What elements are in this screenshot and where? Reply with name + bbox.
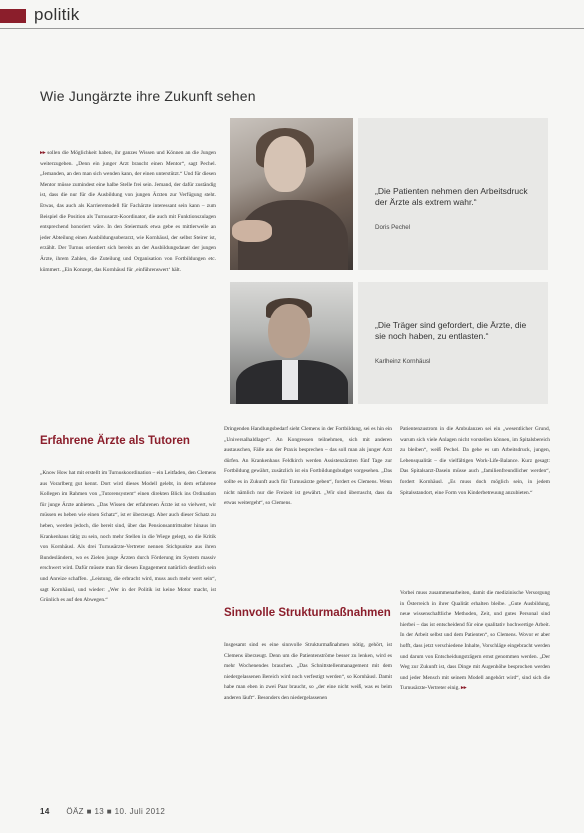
page-footer <box>40 807 165 816</box>
col3-b-text: Vorbei muss zusammenarbeiten, damit die medizinische Versorgung in Österreich in ihrer Qualität erhalten bleibe. „Gute Ausbildung, neue wissenschaftliche Methoden, Zeit, und gutes Personal sind hierbei – das ist entscheidend für eine qualitativ hochwertige Arbeit. In der Arbeit selbst und dem Patienten“, so Clemens. Wovor er aber hofft, dass jetzt verschiedene Inhalte, Vorschläge eingebracht werden und darum von Entscheidungsträgern ernst genommen werden. „Der Weg zur Zukunft ist, dass Dinge mit Augenhöhe besprochen werden und jeder Mensch mit seinem Modell angehört wird“, sind sich die Turnusärzte-Vertreter einig. <box>400 590 550 692</box>
column-1-bottom <box>40 468 216 794</box>
subhead-strukturmassnahmen: Sinnvolle Strukturmaßnahmen <box>224 607 391 619</box>
quote-1-author: Doris Pechel <box>375 224 411 231</box>
photo-doris-pechel <box>230 118 353 270</box>
end-mark-icon: ▸▸ <box>459 685 467 692</box>
column-2-bottom <box>224 640 392 792</box>
col1-bottom-text: „Know How hat mit erstellt im Turnuskoordination – ein Leitfaden, den Clemens aus Vorarlberg gut kennt. Dort wird dieses Modell gelebt, in dem erfahrene Kollegen im Rahmen von „Tutorensystem“ einen direkten Blick ins Ordination für junge Ärzte anbieten. „Das Wissen der erfahrenen Ärzte ist so vielwert, wir müssen es heben wie einen Schatz“, ist er überzeugt. Aber auch dieser Schatz zu heben, werden jedoch, die bereit sind, über das Pensionsantrittsalter hinaus im Krankenhaus tätig zu sein, noch mehr Stellen in die Wiege gelegt, so die Kritik von Kornhäusl. Als drei Turnusärzte-Vertreter nennen Stichpunkte aus ihren Bundesländern, wo es Zielen junge Ärzten durch Förderung im System massiv erschwert wird. Dafür müsste man für diesen Engagement natürlich deutlich sein und Anreize schaffen. „Leistung, die erbracht wird, muss auch mehr wert sein“, sagt Kornhäusl, und wieder: „Wer in der Politik ist keine Motor macht, ist Grünlich es auf den Abwegen.“ <box>40 470 216 604</box>
column-2-top <box>224 424 392 590</box>
start-mark-icon: ▸▸ <box>40 150 48 156</box>
section-label: politik <box>34 5 80 24</box>
section-color-block <box>0 9 26 23</box>
quote-2-author: Karlheinz Kornhäusl <box>375 358 431 365</box>
article-headline: Wie Jungärzte ihre Zukunft sehen <box>40 88 256 104</box>
quote-box-2 <box>358 282 548 404</box>
page-number: 14 <box>40 807 50 816</box>
quote-2-text: „Die Träger sind gefordert, die Ärzte, die sie noch haben, zu entlasten.“ <box>375 320 527 341</box>
column-1-top <box>40 148 216 426</box>
col2-top-text: Dringenden Handlungsbedarf sieht Clemens in der Fortbildung, sei es hin ein „Universalhaldlager“. An Kongressen teilnehmen, sich mit anderen austauschen, Fälle aus der Praxis besprechen – das soll man als junger Arzt dürfen. An Krankenhaus Feldkirch werden Assistenzärzten fünf Tage zur Fortbildung gewährt, zusätzlich ist ein Fortbildungsbudget vorgesehen. „Das sollte es in Zukunft auch für Turnusärzte geben“, fordert es Clemens. Wenn nicht nämlich nur die Freizeit ist gewährt. „Wir sind überrascht, dass da etwas weitergeht“, so Clemens. <box>224 426 392 507</box>
subhead-tutoren: Erfahrene Ärzte als Tutoren <box>40 435 190 447</box>
col1-top-text: sollen die Möglichkeit haben, ihr ganzes Wissen und Können an die Jungen weiterzugeben. „Denn ein junger Arzt braucht einen Mentor“, sagt Pechel. „Jemanden, an den man sich wenden kann, der einen unterstützt.“ Und für diesen Mentor müsse zumindest eine halbe Stelle frei sein. Jemand, der dafür zuständig ist, dass die nur für die Ausbildung von jungen Ärzten zur Verfügung steht. Etwas, das auch als Karrieremodell für Fachärzte interessant sein kann – zum Beispiel die Position als Turnusarzt-Koordinator, die auch mit Funktionszulagen entsprechend honoriert wäre. In den Steiermark etwa gebe es mittlerweile an jeder Abteilung einen Ausbildungsoberarzt, wie Kornhäusl, der selbst Steirer ist, erzählt. Der Turnus orientiert sich bereits an der Ausbildungsdauer der jungen Ärzte, ihrem Zahlen, die Zuteilung und Organisation von Fortbildungen etc. kümmert. „Ein Konzept, das Kornhäusl für ‚einführenswert‘ hält. <box>40 150 216 273</box>
quote-box-1 <box>358 118 548 270</box>
issue-info: ÖÄZ ■ 13 ■ 10. Juli 2012 <box>66 807 166 816</box>
column-3-top <box>400 424 550 582</box>
photo-karlheinz-kornhaeusl <box>230 282 353 404</box>
section-header <box>0 6 584 29</box>
col3-text: Patientenzustrom in die Ambulanzen sei ein „wesentlicher Grund, warum sich viele Anlagen nicht vorstellen können, im Spitalsbereich zu bleiben“, weiß Pechel. Da gehe es um Arbeitsdruck, jungen, Lebensqualität – die vielfältigen Work-Life-Balance. Kurz gesagt: Das Spitalsarzt-Dasein müsse auch „familienfreundlicher werden“, fordert Kornhäusl. „Es muss doch möglich sein, in jedem Spitalsstandort, eine Form von Kinderbetreuung anzubieten.“ <box>400 426 550 496</box>
column-3-bottom <box>400 588 550 792</box>
col2-bottom-text: Insgesamt sind es eine sinnvolle Strukturmaßnahmen nötig, gehört, ist Clemens überzeugt. Denn um die Patientenströme besser zu lenken, wird es mehr Wochenendes brauchen. „Das Schnittstellenmanagement mit dem niedergelassenen Bereich wird noch verfestigt werden“, so Kornhäusl. Damit habe man eben in zwei Paar braucht, so „der eine nicht weiß, was es beim anderen läuft“. Besonders den niedergelassenen <box>224 642 392 701</box>
quote-1-text: „Die Patienten nehmen den Arbeitsdruck der Ärzte als extrem wahr.“ <box>375 186 528 207</box>
